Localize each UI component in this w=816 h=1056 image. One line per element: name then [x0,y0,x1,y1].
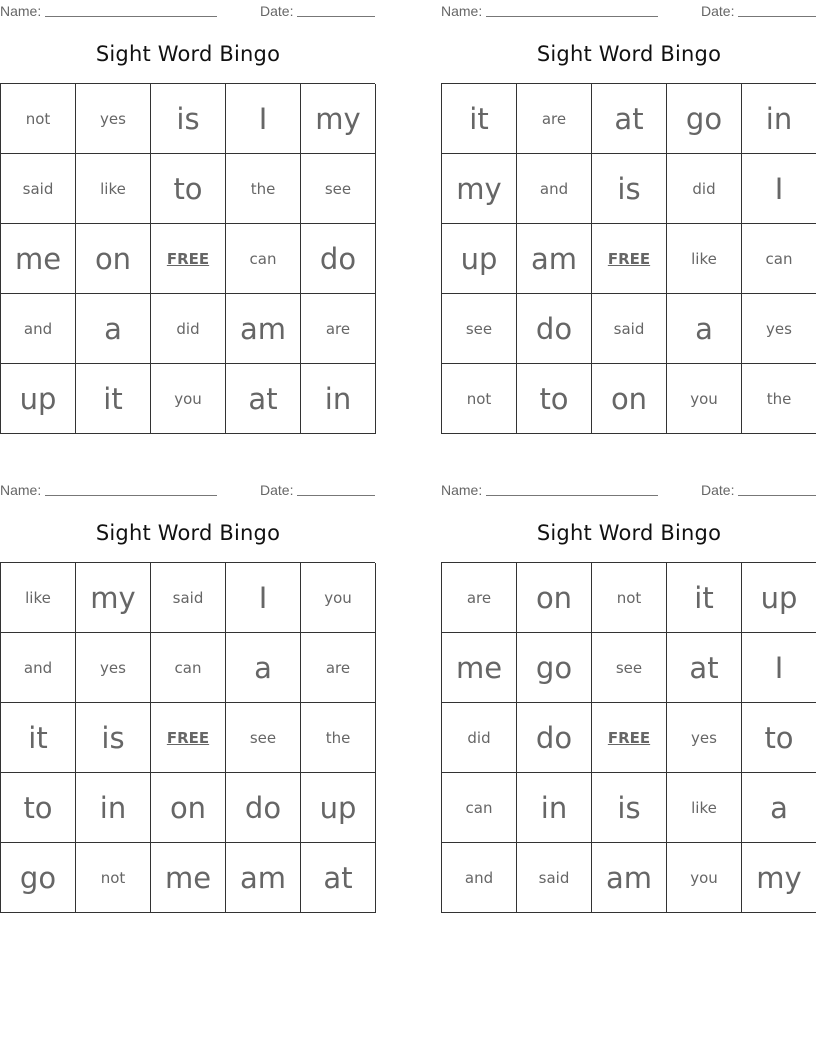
bingo-cell: in [76,773,151,843]
bingo-cell: is [592,154,667,224]
name-blank-line [486,495,658,496]
date-label: Date: [701,3,735,19]
bingo-cell: am [226,294,301,364]
name-blank-line [45,16,217,17]
bingo-cell: you [301,563,376,633]
bingo-cell: up [742,563,816,633]
bingo-cell: to [517,364,592,434]
bingo-cell: my [76,563,151,633]
bingo-cell: go [517,633,592,703]
bingo-cell: am [226,843,301,913]
bingo-cell: not [1,84,76,154]
bingo-cell: the [742,364,816,434]
bingo-cell: on [517,563,592,633]
bingo-grid [0,562,375,913]
bingo-cell: to [742,703,816,773]
bingo-cell: and [442,843,517,913]
date-label: Date: [260,482,294,498]
bingo-cell: can [226,224,301,294]
bingo-cell: did [667,154,742,224]
bingo-cell: up [301,773,376,843]
bingo-cell: see [442,294,517,364]
bingo-cell: is [151,84,226,154]
bingo-cell: can [442,773,517,843]
free-space: FREE [151,224,226,294]
bingo-cell: you [667,843,742,913]
bingo-grid [441,83,816,434]
bingo-cell: like [667,773,742,843]
bingo-cell: a [667,294,742,364]
bingo-cell: on [592,364,667,434]
bingo-card [0,479,376,914]
bingo-cell: are [301,633,376,703]
date-label: Date: [701,482,735,498]
bingo-cell: I [226,563,301,633]
card-title: Sight Word Bingo [95,521,281,545]
bingo-cell: and [1,294,76,364]
bingo-cell: do [517,703,592,773]
bingo-cell: a [76,294,151,364]
bingo-cell: can [151,633,226,703]
bingo-cell: up [1,364,76,434]
bingo-cell: at [667,633,742,703]
bingo-cell: like [76,154,151,224]
bingo-cell: are [301,294,376,364]
date-blank-line [297,495,375,496]
bingo-cell: a [226,633,301,703]
bingo-cell: yes [667,703,742,773]
bingo-cell: are [517,84,592,154]
free-space: FREE [592,224,667,294]
bingo-cell: you [151,364,226,434]
bingo-cell: I [742,633,816,703]
bingo-cell: in [517,773,592,843]
bingo-cell: it [442,84,517,154]
bingo-cell: it [1,703,76,773]
name-label: Name: [0,482,42,498]
bingo-cell: is [76,703,151,773]
bingo-cell: and [1,633,76,703]
bingo-cell: said [1,154,76,224]
bingo-cell: on [151,773,226,843]
bingo-cell: it [667,563,742,633]
bingo-cell: you [667,364,742,434]
bingo-cell: in [301,364,376,434]
bingo-cell: see [592,633,667,703]
date-blank-line [738,495,816,496]
bingo-card [0,0,376,435]
bingo-cell: am [517,224,592,294]
bingo-cell: me [1,224,76,294]
name-label: Name: [441,3,483,19]
bingo-cell: a [742,773,816,843]
bingo-cell: said [517,843,592,913]
bingo-cell: me [151,843,226,913]
bingo-cell: up [442,224,517,294]
name-label: Name: [0,3,42,19]
name-blank-line [486,16,658,17]
bingo-cell: I [742,154,816,224]
bingo-cell: my [442,154,517,224]
bingo-cell: said [151,563,226,633]
bingo-cell: not [76,843,151,913]
name-date-row [441,482,816,498]
bingo-cell: is [592,773,667,843]
bingo-cell: yes [742,294,816,364]
name-date-row [0,3,376,19]
card-title: Sight Word Bingo [95,42,281,66]
bingo-card [441,0,816,435]
date-blank-line [297,16,375,17]
card-title: Sight Word Bingo [536,521,722,545]
bingo-cell: like [1,563,76,633]
bingo-cell: go [1,843,76,913]
bingo-grid [441,562,816,913]
bingo-cell: are [442,563,517,633]
bingo-cell: in [742,84,816,154]
bingo-cell: yes [76,633,151,703]
free-space: FREE [592,703,667,773]
date-label: Date: [260,3,294,19]
bingo-grid [0,83,375,434]
date-blank-line [738,16,816,17]
bingo-cell: do [226,773,301,843]
bingo-cell: did [151,294,226,364]
name-date-row [441,3,816,19]
name-label: Name: [441,482,483,498]
bingo-cell: on [76,224,151,294]
bingo-cell: said [592,294,667,364]
bingo-cell: I [226,84,301,154]
bingo-cell: me [442,633,517,703]
bingo-cell: to [151,154,226,224]
bingo-cell: to [1,773,76,843]
bingo-cell: see [226,703,301,773]
bingo-cell: at [592,84,667,154]
bingo-cell: it [76,364,151,434]
bingo-cell: not [442,364,517,434]
bingo-cell: am [592,843,667,913]
bingo-cell: yes [76,84,151,154]
bingo-cell: do [301,224,376,294]
card-title: Sight Word Bingo [536,42,722,66]
bingo-cell: the [226,154,301,224]
bingo-cell: not [592,563,667,633]
name-date-row [0,482,376,498]
bingo-cell: can [742,224,816,294]
bingo-cell: my [742,843,816,913]
bingo-cell: and [517,154,592,224]
bingo-cell: at [226,364,301,434]
name-blank-line [45,495,217,496]
bingo-cell: go [667,84,742,154]
bingo-cell: like [667,224,742,294]
bingo-cell: the [301,703,376,773]
bingo-cell: at [301,843,376,913]
bingo-cell: see [301,154,376,224]
bingo-card [441,479,816,914]
bingo-cell: did [442,703,517,773]
bingo-cell: my [301,84,376,154]
bingo-cell: do [517,294,592,364]
free-space: FREE [151,703,226,773]
